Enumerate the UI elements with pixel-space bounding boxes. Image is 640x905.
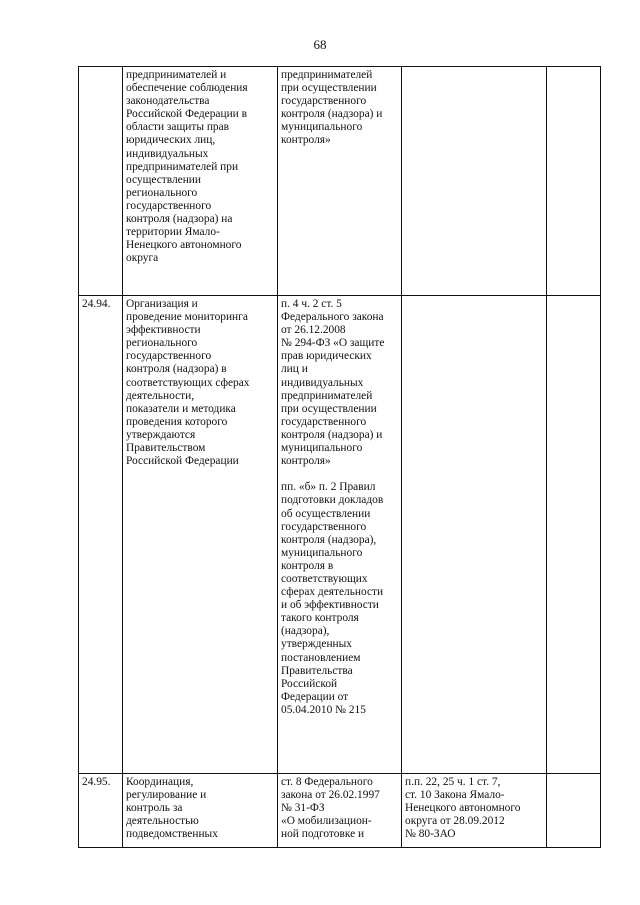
cell-text-line: проведение мониторинга [126,311,248,324]
table-cell-col5 [547,774,601,848]
table-cell-col4 [402,774,547,848]
cell-text-line: государственного [281,95,367,108]
cell-text-line: контроля (надзора) на [126,213,233,226]
table-cell-col3 [278,296,402,774]
cell-text-line: об осуществлении [281,507,371,520]
cell-text-line: такого контроля [281,612,359,625]
cell-text-line: № 80-ЗАО [405,828,456,841]
cell-text-line: предпринимателей и [126,69,227,81]
cell-text-line: проведения которого [126,415,228,428]
cell-text-line: области защиты прав [126,121,230,134]
page-number: 68 [313,37,327,52]
cell-text-line: контроля (надзора), [281,533,377,546]
row-number: 24.95. [79,774,123,848]
cell-text-line: осуществлении [126,173,201,186]
cell-text-line: и об эффективности [281,599,379,612]
table-cell-col5 [547,67,601,296]
cell-text-line: сферах деятельности [281,586,384,599]
cell-text-line: контроля» [281,455,331,468]
cell-text-line: контроля в [281,559,334,572]
cell-text-line: от 26.12.2008 [281,324,346,337]
cell-text-line: подведомственных [126,828,218,841]
cell-text-line: индивидуальных [281,376,364,389]
cell-text-line: государственного [281,415,367,428]
cell-text-line: Организация и [126,298,198,310]
cell-text-line: № 31-ФЗ [281,802,325,815]
cell-text-line: деятельностью [126,815,199,828]
cell-text-line: муниципального [281,442,363,455]
cell-text-line: муниципального [281,546,363,559]
cell-text-line: (надзора), [281,625,330,638]
cell-text-line: предпринимателей [281,389,373,402]
cell-text-line: показатели и методика [126,402,236,415]
cell-text-line: прав юридических [281,350,372,363]
cell-text-line: контроля (надзора) в [126,363,227,376]
cell-text-line: подготовки докладов [281,494,384,507]
cell-text-line: государственного [281,520,367,533]
cell-text-line: Ненецкого автономного [126,239,242,252]
cell-text-line: при осуществлении [281,82,377,95]
table-cell-col2 [123,296,278,774]
table-cell-col4 [402,67,547,296]
cell-text-line: округа [126,252,159,265]
cell-text-line: лиц и [281,363,308,376]
cell-text-line: Российской [281,677,338,690]
cell-text-line: Правительства [281,664,353,677]
cell-text-line: 05.04.2010 № 215 [281,703,366,716]
cell-text-line: регулирование и [126,789,207,802]
cell-text-line: деятельности, [126,389,195,402]
row-number: 24.94. [79,296,123,774]
cell-text-line: п. 4 ч. 2 ст. 5 [281,298,342,310]
cell-text-line: Российской Федерации в [126,108,248,121]
cell-text-line: «О мобилизацион- [281,815,372,828]
cell-text-line: № 294-ФЗ «О защите [281,337,385,350]
table-cell-col3 [278,67,402,296]
cell-text-line: муниципального [281,121,363,134]
cell-text-line: п.п. 22, 25 ч. 1 ст. 7, [405,776,501,788]
cell-text-line: обеспечение соблюдения [126,82,248,95]
cell-text-line: регионального [126,337,198,350]
cell-text-line: Координация, [126,776,194,788]
row-number [79,67,123,296]
cell-text-line: Федерации от [281,690,349,703]
cell-text-line: территории Ямало- [126,226,220,239]
cell-text-line: постановлением [281,651,361,664]
cell-text-line: утверждаются [126,428,196,441]
cell-text-line: контроля (надзора) и [281,108,383,121]
cell-text-line: ст. 8 Федерального [281,776,373,788]
cell-text-line: государственного [126,199,212,212]
cell-text-line: индивидуальных [126,147,209,160]
cell-text-line: ной подготовке и [281,828,365,841]
cell-text-line: эффективности [126,324,201,337]
table-cell-col3 [278,774,402,848]
table-cell-col2 [123,774,278,848]
cell-text-line: контроля (надзора) и [281,428,383,441]
document-table [78,66,601,848]
cell-text-line: предпринимателей [281,69,373,81]
cell-text-line: законодательства [126,95,210,108]
cell-text-line: округа от 28.09.2012 [405,815,505,828]
paragraph-gap [281,468,398,481]
table-row [79,774,601,848]
cell-text-line: утвержденных [281,638,352,651]
table-row [79,296,601,774]
cell-text-line: государственного [126,350,212,363]
cell-text-line: при осуществлении [281,402,377,415]
table-cell-col5 [547,296,601,774]
cell-text-line: контроль за [126,802,183,815]
cell-text-line: пп. «б» п. 2 Правил [281,481,376,494]
cell-text-line: соответствующих сферах [126,376,250,389]
cell-text-line: Ненецкого автономного [405,802,521,815]
cell-text-line: закона от 26.02.1997 [281,789,380,802]
table-row [79,67,601,296]
cell-text-line: предпринимателей при [126,160,239,173]
table-cell-col2 [123,67,278,296]
cell-text-line: Правительством [126,442,206,455]
cell-text-line: соответствующих [281,572,368,585]
cell-text-line: ст. 10 Закона Ямало- [405,789,505,802]
cell-text-line: регионального [126,186,198,199]
cell-text-line: юридических лиц, [126,134,216,147]
cell-text-line: Российской Федерации [126,455,239,468]
table-cell-col4 [402,296,547,774]
cell-text-line: контроля» [281,134,331,147]
cell-text-line: Федерального закона [281,311,384,324]
